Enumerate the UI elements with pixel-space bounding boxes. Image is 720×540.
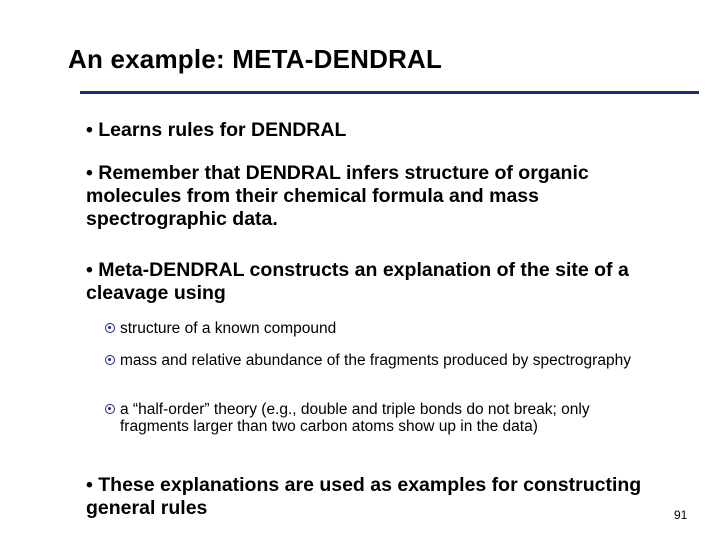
sub-bullet-text: structure of a known compound: [120, 320, 337, 337]
sub-bullet-mass-abundance: [120, 352, 640, 369]
slide-title: An example: META-DENDRAL: [68, 44, 443, 74]
sub-bullet-text: a “half-order” theory (e.g., double and triple bonds do not break; only fragments larger than two carbon atoms show up in the data): [120, 401, 590, 435]
bullet-dendral-infers: • Remember that DENDRAL infers structure of organic molecules from their chemical formula and mass spectrographic data.: [86, 162, 589, 230]
circle-bullet-icon: [105, 355, 115, 365]
bullet-explanations-examples: • These explanations are used as examples for constructing general rules: [86, 474, 642, 519]
bullet-meta-dendral-explanation: • Meta-DENDRAL constructs an explanation of the site of a cleavage using: [86, 259, 629, 304]
bullet-learns-rules: • Learns rules for DENDRAL: [86, 119, 347, 141]
sub-bullet-text: mass and relative abundance of the fragments produced by spectrography: [120, 352, 631, 369]
title-underline: [80, 91, 699, 94]
circle-bullet-icon: [105, 404, 115, 414]
page-number: 91: [674, 508, 688, 522]
sub-bullet-half-order-theory: [120, 401, 650, 435]
circle-bullet-icon: [105, 323, 115, 333]
sub-bullet-known-compound: [120, 320, 336, 337]
